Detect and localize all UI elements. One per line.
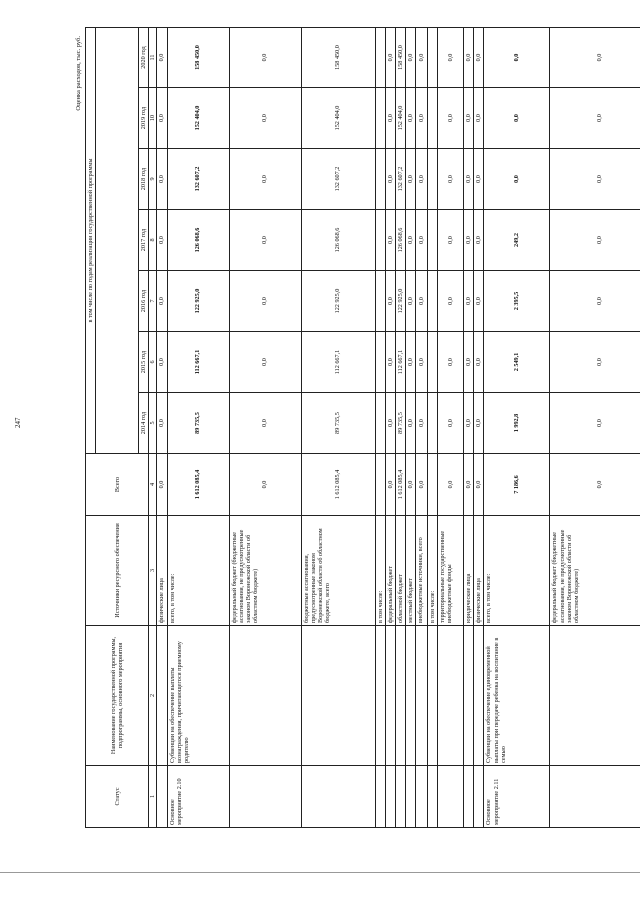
year-value-cell: 0,0 (385, 149, 395, 210)
year-value-cell: 0,0 (474, 28, 484, 88)
table-row (375, 28, 385, 828)
year-value-cell: 112 667,1 (167, 332, 229, 393)
year-value-cell: 89 735,5 (167, 393, 229, 454)
source-cell: юридические лица (464, 516, 474, 626)
total-value-cell: 7 186,6 (484, 454, 550, 516)
year-value-cell (428, 210, 438, 271)
year-value-cell (375, 210, 385, 271)
column-index: 5 (149, 393, 157, 454)
source-cell: всего, в том числе: (167, 516, 229, 626)
table-row (416, 28, 428, 828)
year-value-cell: 0,0 (229, 149, 301, 210)
year-value-cell: 0,0 (385, 332, 395, 393)
year-value-cell: 0,0 (474, 210, 484, 271)
table-row (395, 28, 405, 828)
year-value-cell: 152 404,0 (167, 88, 229, 149)
total-value-cell: 0,0 (229, 454, 301, 516)
year-value-cell: 0,0 (474, 332, 484, 393)
year-value-cell (375, 28, 385, 88)
header-spacer (96, 28, 139, 454)
status-cell (157, 766, 167, 828)
table-caption: Оценка расходов, тыс. руб. (75, 36, 82, 111)
year-value-cell (375, 271, 385, 332)
year-value-cell: 0,0 (550, 28, 640, 88)
year-value-cell: 0,0 (385, 88, 395, 149)
total-value-cell: 0,0 (464, 454, 474, 516)
header-row-1 (86, 28, 96, 828)
header-year: 2014 год (139, 393, 149, 454)
table-row (167, 28, 229, 828)
page-bottom-rule (0, 872, 640, 873)
program-name-cell (229, 626, 301, 766)
year-value-cell: 1 992,8 (484, 393, 550, 454)
year-value-cell: 0,0 (438, 149, 464, 210)
year-value-cell: 0,0 (229, 332, 301, 393)
year-value-cell: 0,0 (438, 271, 464, 332)
year-value-cell: 0,0 (484, 88, 550, 149)
year-value-cell: 0,0 (474, 88, 484, 149)
status-cell (405, 766, 415, 828)
status-cell: Основное мероприятие 2.10 (167, 766, 229, 828)
table-row (157, 28, 167, 828)
year-value-cell: 0,0 (438, 28, 464, 88)
header-year: 2017 год (139, 210, 149, 271)
program-name-cell (405, 626, 415, 766)
year-value-cell: 2 395,5 (484, 271, 550, 332)
status-cell (395, 766, 405, 828)
year-value-cell: 0,0 (416, 393, 428, 454)
column-index: 9 (149, 149, 157, 210)
year-value-cell: 0,0 (405, 332, 415, 393)
total-value-cell: 0,0 (405, 454, 415, 516)
year-value-cell: 249,2 (484, 210, 550, 271)
column-index: 7 (149, 271, 157, 332)
header-year: 2019 год (139, 88, 149, 149)
year-value-cell: 89 735,5 (395, 393, 405, 454)
table-row (474, 28, 484, 828)
year-value-cell: 0,0 (438, 393, 464, 454)
year-value-cell: 2 549,1 (484, 332, 550, 393)
table-row (464, 28, 474, 828)
program-name-cell (301, 626, 375, 766)
status-cell (474, 766, 484, 828)
year-value-cell (428, 28, 438, 88)
year-value-cell: 89 735,5 (301, 393, 375, 454)
year-value-cell: 0,0 (416, 149, 428, 210)
column-index: 11 (149, 28, 157, 88)
status-cell: Основное мероприятие 2.11 (484, 766, 550, 828)
source-cell: в том числе: (428, 516, 438, 626)
budget-table (85, 27, 640, 828)
source-cell: физические лица (474, 516, 484, 626)
year-value-cell: 0,0 (416, 271, 428, 332)
program-name-cell (395, 626, 405, 766)
program-name-cell (385, 626, 395, 766)
source-cell: федеральный бюджет (385, 516, 395, 626)
year-value-cell: 0,0 (484, 149, 550, 210)
year-value-cell: 0,0 (157, 332, 167, 393)
column-index: 8 (149, 210, 157, 271)
year-value-cell: 0,0 (405, 149, 415, 210)
program-name-cell (550, 626, 640, 766)
table-row (484, 28, 550, 828)
year-value-cell: 0,0 (405, 88, 415, 149)
source-cell: территориальные государственные внебюджетные фонды (438, 516, 464, 626)
year-value-cell: 0,0 (474, 393, 484, 454)
year-value-cell: 122 925,0 (395, 271, 405, 332)
year-value-cell: 0,0 (157, 210, 167, 271)
status-cell (464, 766, 474, 828)
total-value-cell: 0,0 (385, 454, 395, 516)
year-value-cell: 0,0 (464, 149, 474, 210)
year-value-cell: 0,0 (405, 271, 415, 332)
program-name-cell (464, 626, 474, 766)
year-value-cell: 0,0 (550, 88, 640, 149)
year-value-cell: 132 607,2 (301, 149, 375, 210)
total-value-cell: 0,0 (416, 454, 428, 516)
program-name-cell (438, 626, 464, 766)
year-value-cell: 132 607,2 (167, 149, 229, 210)
source-cell: федеральный бюджет (бюджетные ассигнования, не предусмотренные законом Воронежской области об областном бюджете) (550, 516, 640, 626)
year-value-cell: 0,0 (416, 28, 428, 88)
year-value-cell: 158 450,0 (167, 28, 229, 88)
year-value-cell: 0,0 (464, 28, 474, 88)
status-cell (301, 766, 375, 828)
program-name-cell (428, 626, 438, 766)
year-value-cell (428, 271, 438, 332)
year-value-cell: 0,0 (464, 210, 474, 271)
header-year: 2020 год (139, 28, 149, 88)
year-value-cell: 0,0 (229, 88, 301, 149)
year-value-cell: 0,0 (550, 332, 640, 393)
year-value-cell: 126 068,6 (301, 210, 375, 271)
year-value-cell: 0,0 (474, 271, 484, 332)
source-cell: бюджетные ассигнования, предусмотренные законом Воронежской области об областном бюджете, всего (301, 516, 375, 626)
year-value-cell: 0,0 (405, 393, 415, 454)
year-value-cell: 0,0 (550, 149, 640, 210)
year-value-cell: 0,0 (405, 28, 415, 88)
year-value-cell: 0,0 (157, 88, 167, 149)
year-value-cell: 158 450,0 (301, 28, 375, 88)
year-value-cell: 132 607,2 (395, 149, 405, 210)
year-value-cell: 0,0 (464, 88, 474, 149)
year-value-cell: 0,0 (229, 210, 301, 271)
header-year: 2018 год (139, 149, 149, 210)
year-value-cell: 0,0 (484, 28, 550, 88)
year-value-cell: 126 068,6 (395, 210, 405, 271)
table-row (405, 28, 415, 828)
year-value-cell: 0,0 (550, 393, 640, 454)
total-value-cell: 0,0 (157, 454, 167, 516)
year-value-cell (375, 149, 385, 210)
year-value-cell: 0,0 (385, 393, 395, 454)
source-cell: всего, в том числе: (484, 516, 550, 626)
year-value-cell: 0,0 (157, 393, 167, 454)
column-index: 2 (149, 626, 157, 766)
program-name-cell (375, 626, 385, 766)
page-number: 247 (14, 417, 22, 428)
year-value-cell: 0,0 (385, 271, 395, 332)
total-value-cell (428, 454, 438, 516)
year-value-cell: 122 925,0 (301, 271, 375, 332)
year-value-cell (428, 149, 438, 210)
total-value-cell: 0,0 (438, 454, 464, 516)
year-value-cell: 0,0 (385, 28, 395, 88)
year-value-cell: 0,0 (229, 271, 301, 332)
status-cell (550, 766, 640, 828)
year-value-cell: 0,0 (438, 332, 464, 393)
year-value-cell: 0,0 (464, 332, 474, 393)
year-value-cell: 0,0 (416, 332, 428, 393)
status-cell (438, 766, 464, 828)
year-value-cell: 0,0 (474, 149, 484, 210)
header-status: Статус (86, 766, 149, 828)
year-value-cell: 0,0 (464, 393, 474, 454)
year-value-cell: 0,0 (157, 28, 167, 88)
column-index: 1 (149, 766, 157, 828)
year-value-cell: 0,0 (416, 210, 428, 271)
header-year: 2016 год (139, 271, 149, 332)
year-value-cell: 0,0 (550, 210, 640, 271)
year-value-cell: 126 068,6 (167, 210, 229, 271)
source-cell: местный бюджет (405, 516, 415, 626)
header-year: 2015 год (139, 332, 149, 393)
column-index: 3 (149, 516, 157, 626)
program-name-cell (416, 626, 428, 766)
total-value-cell: 1 612 085,4 (301, 454, 375, 516)
year-value-cell: 0,0 (438, 210, 464, 271)
header-by-years: в том числе по годам реализации государственной программы (86, 28, 96, 454)
year-value-cell: 0,0 (438, 88, 464, 149)
total-value-cell: 0,0 (550, 454, 640, 516)
year-value-cell: 152 404,0 (395, 88, 405, 149)
status-cell (375, 766, 385, 828)
year-value-cell (375, 88, 385, 149)
program-name-cell (157, 626, 167, 766)
year-value-cell: 158 450,0 (395, 28, 405, 88)
table-row (385, 28, 395, 828)
total-value-cell (375, 454, 385, 516)
year-value-cell: 112 667,1 (301, 332, 375, 393)
status-cell (385, 766, 395, 828)
year-value-cell: 0,0 (229, 28, 301, 88)
program-name-cell (474, 626, 484, 766)
year-value-cell: 0,0 (416, 88, 428, 149)
column-index-row (149, 28, 157, 828)
header-name: Наименование государственной программы, подпрограммы, основного мероприятия (86, 626, 149, 766)
table-row (428, 28, 438, 828)
year-value-cell (375, 393, 385, 454)
column-index: 10 (149, 88, 157, 149)
source-cell: физические лица (157, 516, 167, 626)
year-value-cell: 0,0 (550, 271, 640, 332)
rotated-page (73, 28, 640, 828)
year-value-cell: 0,0 (157, 149, 167, 210)
year-value-cell: 0,0 (464, 271, 474, 332)
year-value-cell: 0,0 (405, 210, 415, 271)
year-value-cell: 112 667,1 (395, 332, 405, 393)
total-value-cell: 1 612 085,4 (395, 454, 405, 516)
column-index: 6 (149, 332, 157, 393)
column-index: 4 (149, 454, 157, 516)
table-row (550, 28, 640, 828)
total-value-cell: 0,0 (474, 454, 484, 516)
year-value-cell (428, 393, 438, 454)
program-name-cell: Субвенции на обеспечение выплаты вознаграждения, причитающегося приемному родителю (167, 626, 229, 766)
year-value-cell: 0,0 (385, 210, 395, 271)
year-value-cell: 0,0 (157, 271, 167, 332)
year-value-cell (428, 332, 438, 393)
source-cell: внебюджетные источники, всего (416, 516, 428, 626)
table-row (438, 28, 464, 828)
year-value-cell (375, 332, 385, 393)
status-cell (428, 766, 438, 828)
header-source: Источники ресурсного обеспечения (86, 516, 149, 626)
source-cell: федеральный бюджет (бюджетные ассигнования, не предусмотренные законом Воронежской области об областном бюджете) (229, 516, 301, 626)
year-value-cell (428, 88, 438, 149)
source-cell: в том числе: (375, 516, 385, 626)
year-value-cell: 122 925,0 (167, 271, 229, 332)
program-name-cell: Субвенции на обеспечение единовременной выплаты при передаче ребенка на воспитание в семью (484, 626, 550, 766)
source-cell: областной бюджет (395, 516, 405, 626)
table-row (229, 28, 301, 828)
year-value-cell: 152 404,0 (301, 88, 375, 149)
total-value-cell: 1 612 085,4 (167, 454, 229, 516)
status-cell (416, 766, 428, 828)
header-total: Всего (86, 454, 149, 516)
status-cell (229, 766, 301, 828)
year-value-cell: 0,0 (229, 393, 301, 454)
table-row (301, 28, 375, 828)
